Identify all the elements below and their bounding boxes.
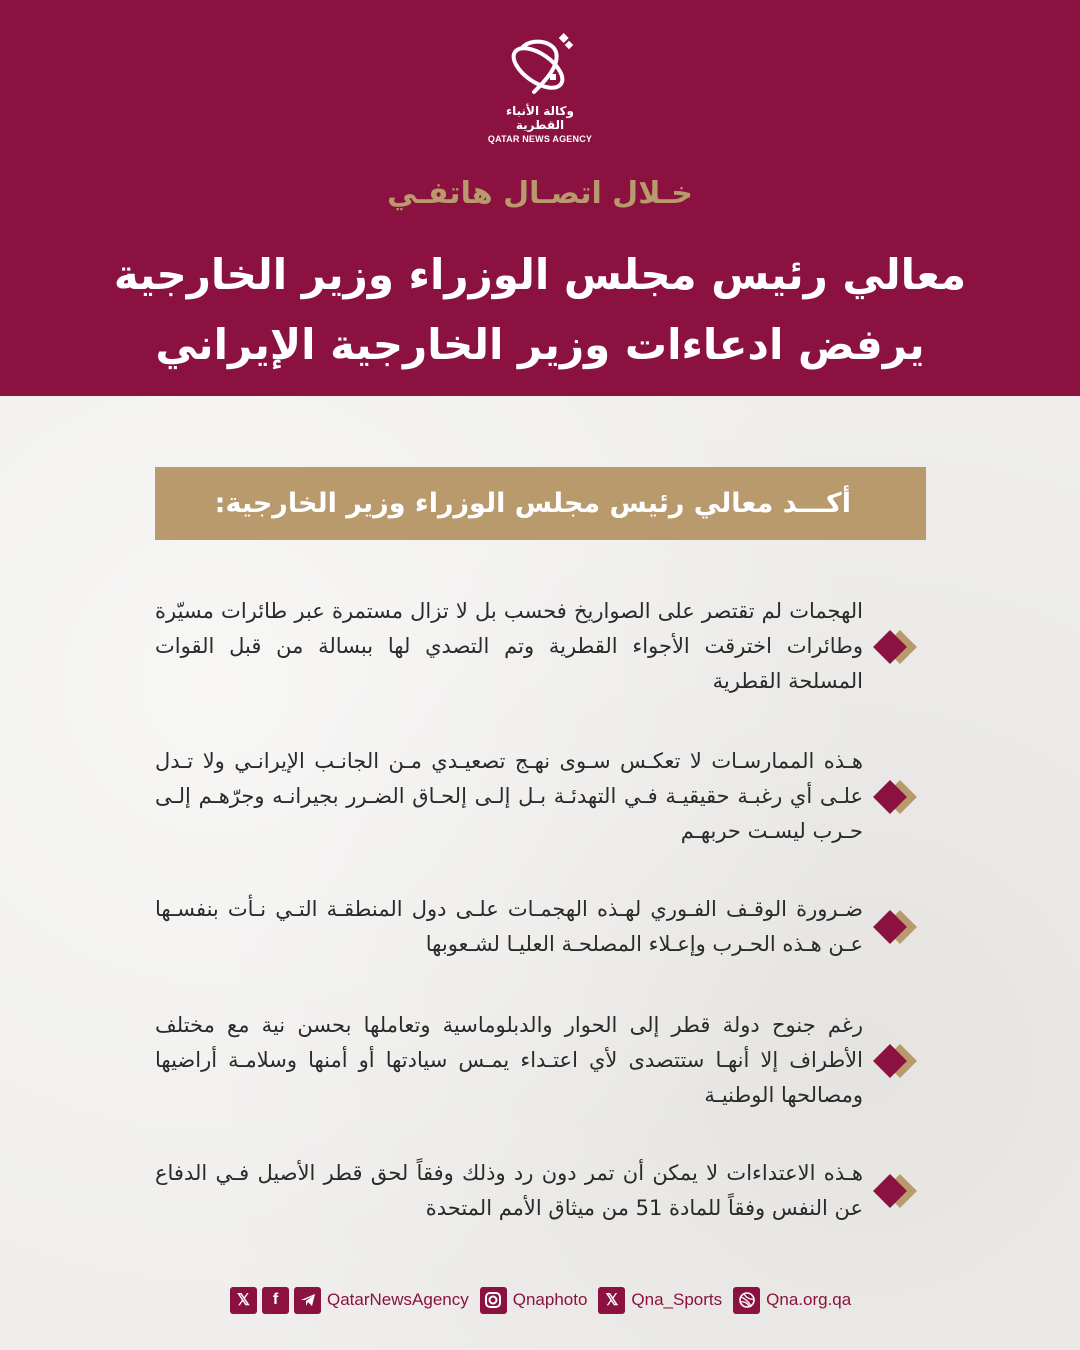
facebook-icon[interactable]: f [262, 1287, 289, 1314]
point-text: هـذه الممارسـات لا تعكـس سـوى نهـج تصعيـدي مـن الجانـب الإيرانـي ولا تـدل علـى أي رغبـة حقيقيـة فـي التهدئـة بـل إلـى إلحـاق الضـرر بجيرانـه وجرّهـم إلـى حـرب ليسـت حربهـم [155, 749, 863, 843]
header-banner [0, 0, 1080, 396]
telegram-icon[interactable] [294, 1287, 321, 1314]
point-text: هـذه الاعتداءات لا يمكن أن تمر دون رد وذلك وفقاً لحق قطر الأصيل فـي الدفاع عن النفس وفقاً للمادة 51 من ميثاق الأمم المتحدة [155, 1161, 863, 1220]
social-footer [230, 1284, 857, 1316]
lead-bar [155, 467, 926, 540]
x-sports-icon[interactable]: 𝕏 [598, 1287, 625, 1314]
list-item [155, 1008, 925, 1113]
qna-logo [487, 30, 593, 144]
x-icon[interactable]: 𝕏 [230, 1287, 257, 1314]
diamond-bullet-icon [863, 627, 925, 667]
logo-english-name: QATAR NEWS AGENCY [487, 134, 593, 144]
list-item [155, 594, 925, 699]
lead-text: أكـــد معالي رئيس مجلس الوزراء وزير الخارجية: [214, 488, 851, 519]
web-globe-icon[interactable] [733, 1287, 760, 1314]
diamond-bullet-icon [863, 777, 925, 817]
headline-line-2: يرفض ادعاءات وزير الخارجية الإيراني [155, 320, 925, 369]
point-text: ضـرورة الوقـف الفـوري لهـذه الهجمـات علـى دول المنطقـة التـي نـأت بنفسـها عـن هـذه الحـرب وإعـلاء المصلحـة العليـا لشـعوبها [155, 897, 863, 956]
handle-sports[interactable]: Qna_Sports [631, 1290, 723, 1309]
kicker-text: خـلال اتصـال هاتفـي [387, 176, 693, 211]
diamond-bullet-icon [863, 907, 925, 947]
headline [0, 240, 1080, 380]
list-item [155, 744, 925, 849]
diamond-bullet-icon [863, 1041, 925, 1081]
diamond-bullet-icon [863, 1171, 925, 1211]
point-text: رغم جنوح دولة قطر إلى الحوار والدبلوماسية وتعاملها بحسن نية مع مختلف الأطراف إلا أنهـا ستتصدى لأي اعتـداء يمـس سيادتها أو أمنها وسلامـة أراضيها ومصالحها الوطنيـة [155, 1013, 863, 1107]
logo-arabic-name: وكالة الأنباء القطرية [506, 104, 574, 132]
handle-main[interactable]: QatarNewsAgency [327, 1290, 469, 1309]
point-text: الهجمات لم تقتصر على الصواريخ فحسب بل لا تزال مستمرة عبر طائرات مسيّرة وطائرات اخترقت الأجواء القطرية وتم التصدي لها ببسالة من قبل القوات المسلحة القطرية [155, 599, 863, 693]
list-item [155, 892, 925, 962]
qna-logo-icon [500, 30, 580, 102]
list-item [155, 1156, 925, 1226]
headline-line-1: معالي رئيس مجلس الوزراء وزير الخارجية [113, 250, 967, 299]
instagram-icon[interactable] [480, 1287, 507, 1314]
handle-photo[interactable]: Qnaphoto [512, 1290, 588, 1309]
website-link[interactable]: Qna.org.qa [766, 1290, 852, 1309]
